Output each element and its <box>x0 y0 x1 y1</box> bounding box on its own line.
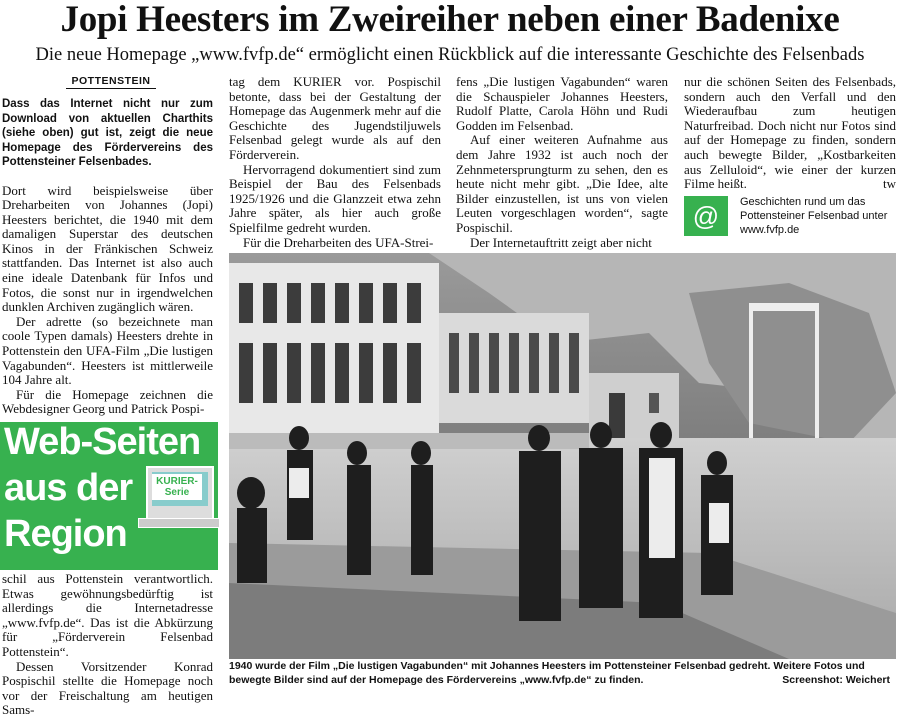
paragraph: Der adrette (so bezeichnete man coole Typen damals) Heesters drehte in Pottenstein den UFA-Film „Die lustigen Vagabunden“. Heesters ist mittlerweile 104 Jahre alt. <box>2 313 213 388</box>
historic-photo <box>229 253 896 659</box>
paragraph: Für die Dreharbeiten des UFA-Strei- <box>243 234 434 250</box>
laptop-base <box>138 518 220 528</box>
paragraph-text: nur die schönen Seiten des Felsenbads, sondern auch den Verfall und den Wiederaufbau zum heutigen Naturfreibad. Doch nicht nur Fotos sind auf der Homepage zu finden, sondern auch bewegte Bilder, „Kostbarkeiten aus Zelluloid“, wie einer der kurzen Filme heißt. <box>684 74 896 192</box>
paragraph: Dort wird beispielsweise über Dreharbeiten von Johannes (Jopi) Heesters berichtet, die 1940 mit dem damaligen Superstar des deutschen Kinos in der Fränkischen Schweiz stattfanden. Das Internet ist also auch eine ideale Datenbank für Infos und Fotos, die sonst nur in irgendwelchen dunklen Archiven zugänglich wären. <box>2 182 213 315</box>
at-icon: @ <box>684 196 728 236</box>
paragraph: Der Internetauftritt zeigt aber nicht <box>470 234 652 250</box>
series-badge-line: KURIER- <box>156 476 198 487</box>
paragraph <box>684 75 896 192</box>
paragraph: schil aus Pottenstein verantwortlich. Etwas gewöhnungsbedürftig ist allerdings die Internetadresse „www.fvfp.de“. Das ist die Abkürzung für „Förderverein Felsenbad Pottenstein“. <box>2 571 213 659</box>
column-3 <box>456 75 668 250</box>
series-title-line: Region <box>4 513 127 555</box>
roofline: POTTENSTEIN <box>66 75 156 89</box>
caption-text: 1940 wurde der Film „Die lustigen Vagabunden“ mit Johannes Heesters im Pottensteiner Felsenbad gedreht. Weitere Fotos und bewegte Bilder sind auf der Homepage des Fördervereins „www.fvfp.de“ zu finden. <box>229 660 865 686</box>
headline: Jopi Heesters im Zweireiher neben einer Badenixe <box>60 0 840 40</box>
paragraph: Für die Homepage zeichnen die Webdesigner Georg und Patrick Pospi- <box>2 386 213 417</box>
series-badge <box>152 474 202 500</box>
lead-paragraph: Dass das Internet nicht nur zum Download von aktuellen Charthits (siehe oben) gut ist, zeigt die neue Homepage des Fördervereins des Pottensteiner Felsenbades. <box>2 98 213 168</box>
photo-caption <box>229 660 896 687</box>
series-title-line: Web-Seiten <box>4 422 201 463</box>
series-title-line: aus der <box>4 467 133 509</box>
column-4 <box>684 75 896 192</box>
paragraph: Auf einer weiteren Aufnahme aus dem Jahre 1932 ist auch noch der Zehnmetersprungturm zu sehen, den es heute nicht mehr gibt. „Die Idee, alte Bilder einzustellen, ist uns von vielen Leuten vorgeschlagen worden“, sagte Pospischil. <box>456 132 668 235</box>
paragraph: fens „Die lustigen Vagabunden“ waren die Schauspieler Johannes Heesters, Rudolf Platte, Carola Höhn und Rudi Godden im Felsenbad. <box>456 74 668 133</box>
photo-illustration <box>229 253 896 659</box>
series-badge-line: Serie <box>164 487 190 498</box>
column-1-bottom <box>2 572 213 718</box>
author-signature: tw <box>883 176 896 192</box>
paragraph: tag dem KURIER vor. Pospischil betonte, dass bei der Gestaltung der Homepage das Augenmerk mehr auf die Geschichte des Jugendstiljuwels Felsenbad gelegt wurde als auf den Förderverein. <box>229 74 441 162</box>
paragraph: Hervorragend dokumentiert sind zum Beispiel der Bau des Felsenbads 1925/1926 und die Glanzzeit etwa zehn Jahre später, als hier auch große Spielfilme gedreht wurden. <box>229 161 441 235</box>
column-1-top <box>2 97 213 417</box>
column-2 <box>229 75 441 250</box>
paragraph: Dessen Vorsitzender Konrad Pospischil stellte die Homepage noch vor der Freischaltung am heutigen Sams- <box>2 658 213 718</box>
photo-credit: Screenshot: Weichert <box>782 673 890 686</box>
infobox-text: Geschichten rund um das Pottensteiner Felsenbad unter www.fvfp.de <box>740 196 888 236</box>
subheadline: Die neue Homepage „www.fvfp.de“ ermöglicht einen Rückblick auf die interessante Geschichte des Felsenbads <box>35 45 865 65</box>
